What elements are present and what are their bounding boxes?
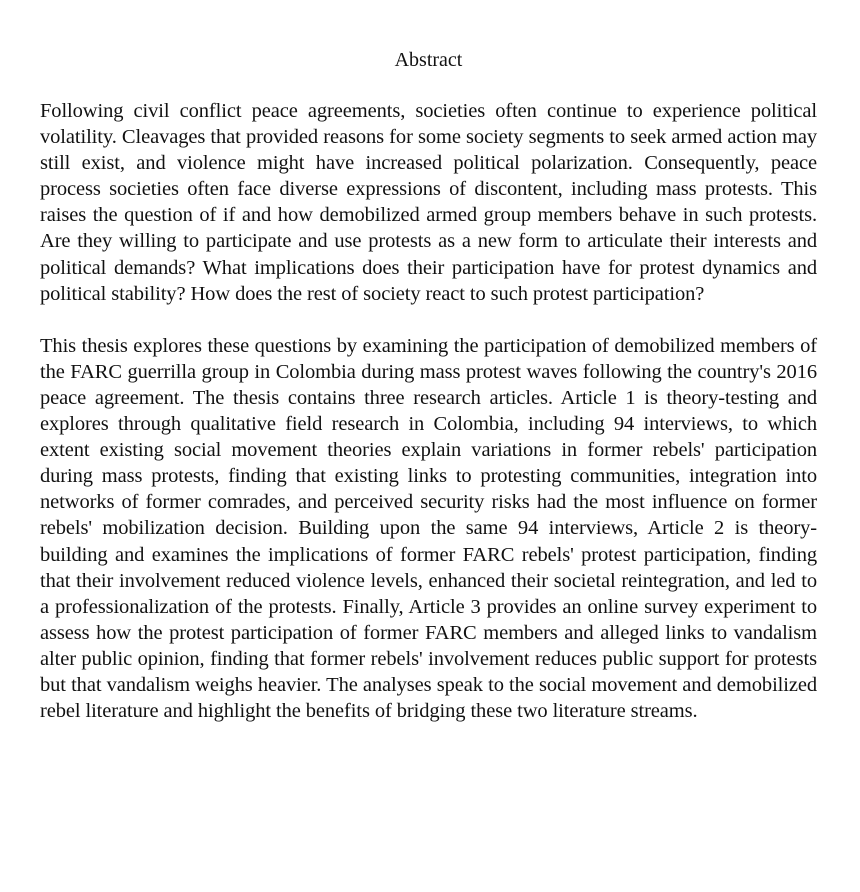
abstract-heading: Abstract [394, 49, 463, 71]
abstract-page [40, 46, 817, 724]
abstract-paragraph-1: Following civil conflict peace agreements, societies often continue to experience political volatility. Cleavages that provided reasons for some society segments to seek armed action may still exist, and violence might have increased political polarization. Consequently, peace process societies often face diverse expressions of discontent, including mass protests. This raises the question of if and how demobilized armed group members behave in such protests. Are they willing to participate and use protests as a new form to articulate their interests and political demands? What implications does their participation have for protest dynamics and political stability? How does the rest of society react to such protest participation? [40, 100, 817, 305]
abstract-paragraph-2: This thesis explores these questions by examining the participation of demobilized members of the FARC guerrilla group in Colombia during mass protest waves following the country's 2016 peace agreement. The thesis contains three research articles. Article 1 is theory-testing and explores through qualitative field research in Colombia, including 94 interviews, to which extent existing social movement theories explain variations in former rebels' participation during mass protests, finding that existing links to protesting communities, integration into networks of former comrades, and perceived security risks had the most influence on former rebels' mobilization decision. Building upon the same 94 interviews, Article 2 is theory-building and examines the implications of former FARC rebels' protest participation, finding that their involvement reduced violence levels, enhanced their societal reintegration, and led to a professionalization of the protests. Finally, Article 3 provides an online survey experiment to assess how the protest participation of former FARC members and alleged links to vandalism alter public opinion, finding that former rebels' involvement reduces public support for protests but that vandalism weighs heavier. The analyses speak to the social movement and demobilized rebel literature and highlight the benefits of bridging these two literature streams. [40, 334, 817, 723]
